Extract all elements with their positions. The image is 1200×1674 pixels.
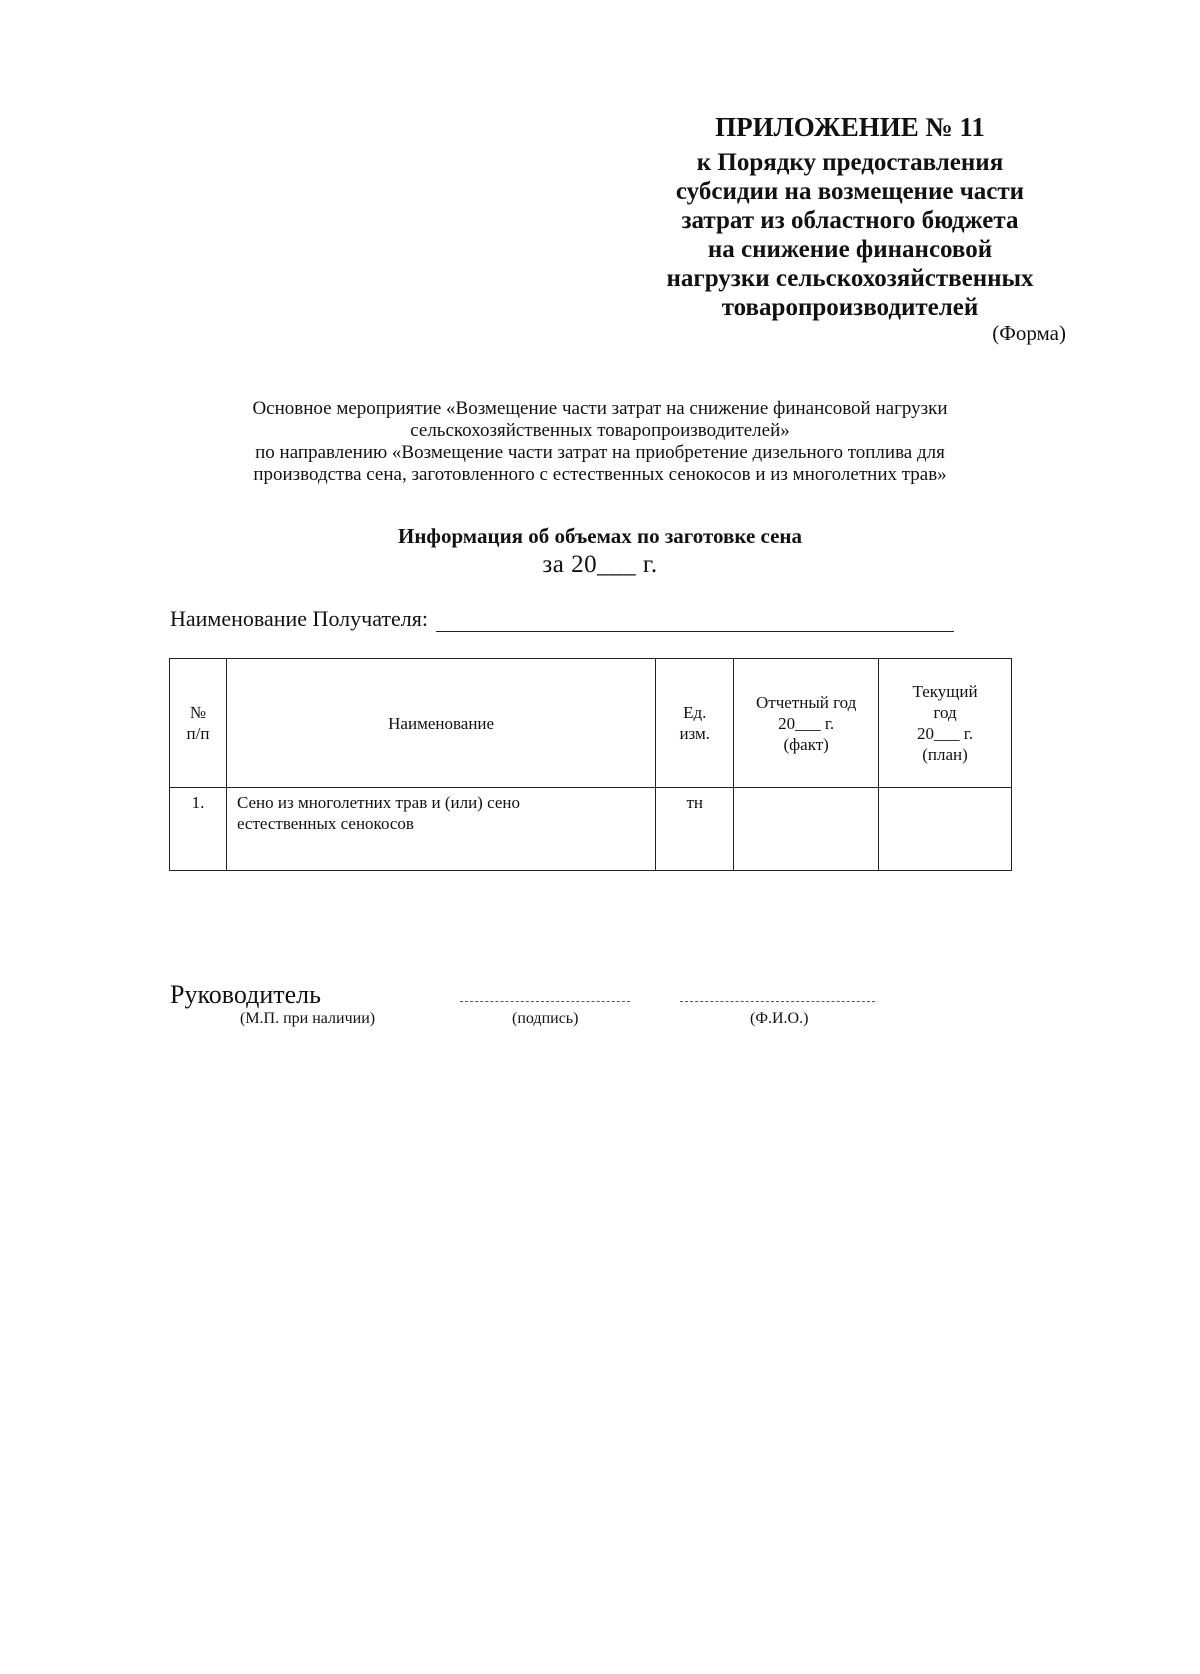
head-label: Руководитель [170,980,321,1009]
event-description [150,398,1050,486]
header-current-year: Текущий год 20___ г. (план) [879,659,1012,788]
signature-block [170,980,930,1040]
hay-volume-table [169,658,1012,871]
fio-line[interactable] [680,1001,875,1002]
row-number: 1. [170,788,227,871]
row-name: Сено из многолетних трав и (или) сено естественных сенокосов [226,788,655,871]
report-period: за 20___ г. [542,551,658,578]
form-label: (Форма) [992,321,1066,345]
appendix-line: на снижение финансовой [707,236,993,263]
appendix-header [600,110,1100,322]
fio-caption: (Ф.И.О.) [750,1010,809,1027]
event-line: производства сена, заготовленного с естественных сенокосов и из многолетних трав» [253,464,947,485]
header-number: № п/п [170,659,227,788]
recipient-label: Наименование Получателя: [170,606,428,631]
event-line: по направлению «Возмещение части затрат на приобретение дизельного топлива для [255,442,945,463]
appendix-line: товаропроизводителей [721,294,979,321]
table-header-row [170,659,1012,788]
recipient-field [170,606,954,632]
table-row [170,788,1012,871]
header-unit: Ед. изм. [656,659,734,788]
info-title: Информация об объемах по заготовке сена [397,524,803,548]
event-line: сельскохозяйственных товаропроизводителей» [410,420,790,441]
signature-caption: (подпись) [512,1010,579,1027]
row-reporting-value[interactable] [734,788,879,871]
recipient-blank-line[interactable] [436,611,954,632]
appendix-line: к Порядку предоставления [696,149,1004,176]
appendix-line: субсидии на возмещение части [675,178,1025,205]
signature-line[interactable] [460,1001,630,1002]
appendix-line: затрат из областного бюджета [681,207,1019,234]
row-current-value[interactable] [879,788,1012,871]
stamp-caption: (М.П. при наличии) [240,1010,376,1027]
event-line: Основное мероприятие «Возмещение части затрат на снижение финансовой нагрузки [252,398,948,419]
appendix-line: нагрузки сельскохозяйственных [666,265,1034,292]
header-reporting-year: Отчетный год 20___ г. (факт) [734,659,879,788]
row-unit: тн [656,788,734,871]
appendix-title: ПРИЛОЖЕНИЕ № 11 [715,112,985,142]
header-name: Наименование [226,659,655,788]
